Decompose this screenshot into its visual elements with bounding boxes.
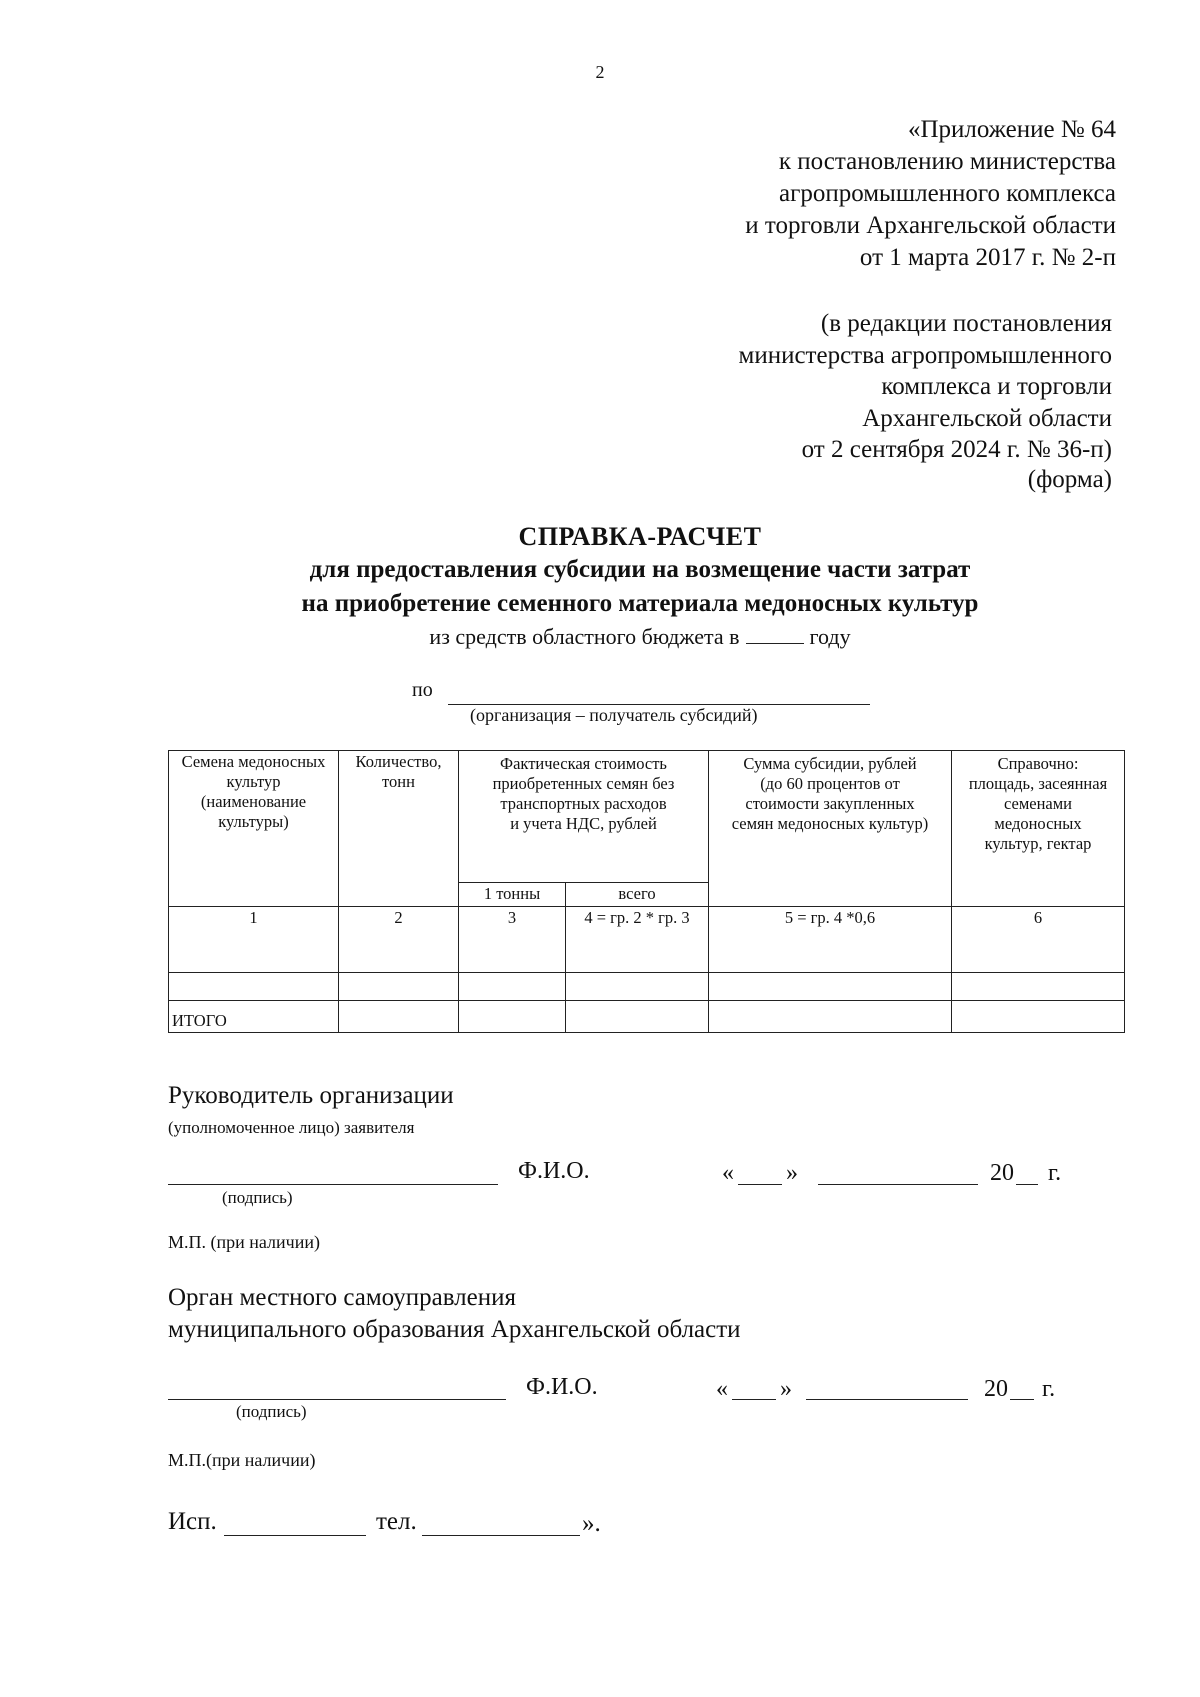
table-cell[interactable] (952, 973, 1125, 1001)
year-prefix: 20 (984, 1376, 1008, 1402)
signature-caption: (подпись) (222, 1188, 293, 1207)
fio-label: Ф.И.О. (526, 1374, 598, 1400)
signatory-note: (уполномоченное лицо) заявителя (168, 1118, 415, 1137)
table-total-row (169, 1001, 1125, 1033)
table-cell[interactable] (459, 1001, 566, 1033)
header-seeds: Семена медоносных культур (наименование культуры) (169, 751, 339, 907)
revision-line: министерства агропромышленного (738, 341, 1112, 369)
day-field[interactable] (738, 1184, 782, 1185)
year-field[interactable] (1010, 1399, 1034, 1400)
table-row (169, 973, 1125, 1001)
table-numbering-row (169, 907, 1125, 973)
executor-label: Исп. (168, 1508, 217, 1535)
year-suffix: г. (1048, 1160, 1062, 1186)
appendix-line: «Приложение № 64 (907, 116, 1116, 143)
year-prefix: 20 (990, 1160, 1014, 1186)
appendix-line: агропромышленного комплекса (778, 180, 1116, 207)
day-field[interactable] (732, 1399, 776, 1400)
revision-line: от 2 сентября 2024 г. № 36-п) (801, 436, 1112, 463)
revision-line: Архангельской области (862, 404, 1112, 432)
document-subtitle: для предоставления субсидии на возмещение части затрат (309, 556, 971, 583)
column-number: 2 (339, 907, 459, 973)
authority-title: муниципального образования Архангельской области (168, 1316, 741, 1343)
header-cost-total: всего (566, 883, 709, 907)
fio-label: Ф.И.О. (518, 1158, 590, 1184)
appendix-line: и торговли Архангельской области (745, 212, 1116, 239)
year-field[interactable] (1016, 1184, 1038, 1185)
year-suffix: г. (1042, 1376, 1056, 1402)
executor-field[interactable] (224, 1535, 366, 1536)
signatory-title: Руководитель организации (168, 1082, 454, 1109)
date-open-quote: « (722, 1160, 734, 1186)
closing-quote: ». (582, 1510, 601, 1537)
page-number: 2 (595, 62, 605, 82)
column-number: 6 (952, 907, 1125, 973)
table-header-row (169, 751, 1125, 883)
organization-prefix: по (412, 679, 433, 701)
organization-caption: (организация – получатель субсидий) (470, 705, 758, 725)
appendix-header (745, 114, 1116, 274)
form-label: (форма) (1027, 466, 1112, 493)
header-subsidy: Сумма субсидии, рублей (до 60 процентов от стоимости закупленных семян медоносных культур) (709, 751, 952, 907)
table-cell[interactable] (952, 1001, 1125, 1033)
table-cell[interactable] (566, 1001, 709, 1033)
budget-suffix: году (809, 624, 851, 649)
appendix-line: к постановлению министерства (778, 148, 1116, 175)
phone-label: тел. (376, 1508, 417, 1535)
table-cell[interactable] (339, 1001, 459, 1033)
table-cell[interactable] (709, 973, 952, 1001)
table-cell[interactable] (169, 973, 339, 1001)
document-subtitle: на приобретение семенного материала медоносных культур (301, 590, 979, 617)
budget-prefix: из средств областного бюджета в (429, 624, 740, 649)
table-cell[interactable] (339, 973, 459, 1001)
year-blank[interactable] (746, 625, 804, 644)
date-close-quote: » (780, 1376, 792, 1402)
total-label: ИТОГО (169, 1001, 339, 1033)
seal-note: М.П. (при наличии) (168, 1232, 320, 1252)
phone-field[interactable] (422, 1535, 580, 1536)
header-quantity: Количество, тонн (339, 751, 459, 907)
table-cell[interactable] (459, 973, 566, 1001)
appendix-line: от 1 марта 2017 г. № 2-п (859, 244, 1116, 271)
signature-caption: (подпись) (236, 1402, 307, 1421)
calculation-table (168, 750, 1125, 1033)
column-number: 4 = гр. 2 * гр. 3 (566, 907, 709, 973)
document-title: СПРАВКА-РАСЧЕТ (518, 522, 762, 551)
table-cell[interactable] (709, 1001, 952, 1033)
header-cost-per-ton: 1 тонны (459, 883, 566, 907)
column-number: 5 = гр. 4 *0,6 (709, 907, 952, 973)
column-number: 3 (459, 907, 566, 973)
budget-year-line (0, 624, 1200, 650)
authority-title: Орган местного самоуправления (168, 1284, 516, 1311)
signature-line[interactable] (168, 1399, 506, 1400)
revision-line: комплекса и торговли (881, 373, 1112, 400)
header-cost: Фактическая стоимость приобретенных семян без транспортных расходов и учета НДС, рублей (459, 751, 709, 883)
column-number: 1 (169, 907, 339, 973)
month-field[interactable] (806, 1399, 968, 1400)
signature-line[interactable] (168, 1184, 498, 1185)
table-cell[interactable] (566, 973, 709, 1001)
seal-note: М.П.(при наличии) (168, 1450, 316, 1470)
date-open-quote: « (716, 1376, 728, 1402)
revision-line: (в редакции постановления (820, 310, 1112, 337)
date-close-quote: » (786, 1160, 798, 1186)
revision-note (739, 308, 1113, 466)
month-field[interactable] (818, 1184, 978, 1185)
header-area: Справочно: площадь, засеянная семенами медоносных культур, гектар (952, 751, 1125, 907)
